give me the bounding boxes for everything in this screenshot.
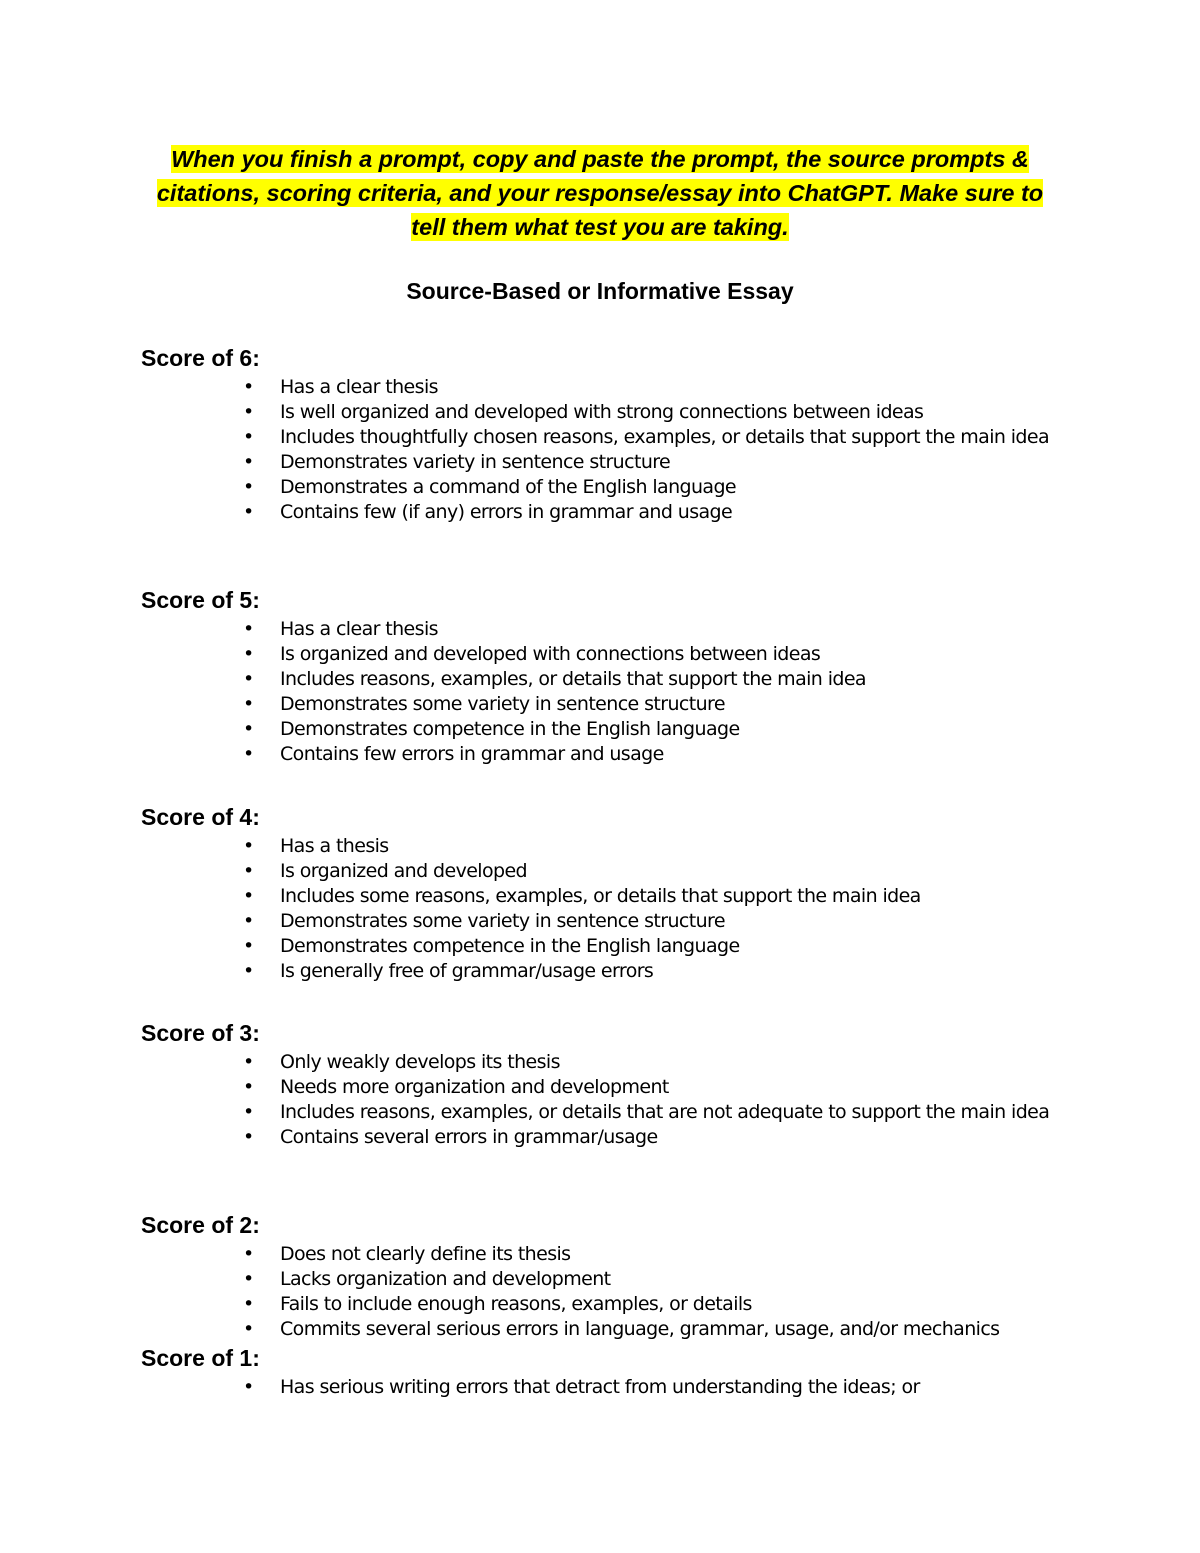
- list-item: • Only weakly develops its thesis: [243, 1050, 1081, 1075]
- bullet-icon: •: [243, 693, 254, 715]
- score-heading: Score of 3:: [141, 1020, 260, 1046]
- score-heading: Score of 6:: [141, 345, 260, 371]
- bullet-icon: •: [243, 1376, 254, 1398]
- list-item: • Commits several serious errors in language, grammar, usage, and/or mechanics: [243, 1317, 1081, 1342]
- list-item: • Is well organized and developed with strong connections between ideas: [243, 400, 1081, 425]
- list-item: • Is generally free of grammar/usage errors: [243, 959, 1081, 984]
- bullet-icon: •: [243, 643, 254, 665]
- score-section-6: [141, 343, 1081, 525]
- bullet-icon: •: [243, 1101, 254, 1123]
- bullet-icon: •: [243, 935, 254, 957]
- bullet-icon: •: [243, 618, 254, 640]
- criteria-list: [141, 1050, 1081, 1150]
- list-item: • Has a clear thesis: [243, 375, 1081, 400]
- score-section-3: [141, 1018, 1081, 1150]
- list-item: • Contains few errors in grammar and usage: [243, 742, 1081, 767]
- bullet-icon: •: [243, 743, 254, 765]
- bullet-icon: •: [243, 401, 254, 423]
- score-section-1: [141, 1343, 1081, 1400]
- criteria-list: [141, 375, 1081, 525]
- list-item: • Demonstrates competence in the English language: [243, 717, 1081, 742]
- bullet-icon: •: [243, 426, 254, 448]
- bullet-icon: •: [243, 910, 254, 932]
- score-section-4: [141, 802, 1081, 984]
- list-item: • Demonstrates variety in sentence structure: [243, 450, 1081, 475]
- highlighted-instruction-text: When you finish a prompt, copy and paste the prompt, the source prompts & citations, scoring criteria, and your response/essay into ChatGPT. Make sure to tell them what test you are taking.: [156, 146, 1044, 240]
- bullet-icon: •: [243, 1126, 254, 1148]
- list-item: • Does not clearly define its thesis: [243, 1242, 1081, 1267]
- list-item: • Has serious writing errors that detract from understanding the ideas; or: [243, 1375, 1081, 1400]
- bullet-icon: •: [243, 718, 254, 740]
- list-item: • Contains few (if any) errors in grammar and usage: [243, 500, 1081, 525]
- list-item: • Includes reasons, examples, or details that support the main idea: [243, 667, 1081, 692]
- list-item: • Contains several errors in grammar/usage: [243, 1125, 1081, 1150]
- bullet-icon: •: [243, 1076, 254, 1098]
- list-item: • Has a clear thesis: [243, 617, 1081, 642]
- bullet-icon: •: [243, 376, 254, 398]
- bullet-icon: •: [243, 1268, 254, 1290]
- list-item: • Demonstrates competence in the English language: [243, 934, 1081, 959]
- list-item: • Needs more organization and development: [243, 1075, 1081, 1100]
- criteria-list: [141, 617, 1081, 767]
- list-item: • Fails to include enough reasons, examples, or details: [243, 1292, 1081, 1317]
- bullet-icon: •: [243, 501, 254, 523]
- criteria-list: [141, 1375, 1081, 1400]
- list-item: • Is organized and developed: [243, 859, 1081, 884]
- list-item: • Includes reasons, examples, or details that are not adequate to support the main idea: [243, 1101, 1050, 1123]
- bullet-icon: •: [243, 860, 254, 882]
- score-heading: Score of 4:: [141, 804, 260, 830]
- bullet-icon: •: [243, 451, 254, 473]
- list-item: • Lacks organization and development: [243, 1267, 1081, 1292]
- score-section-5: [141, 585, 1081, 767]
- list-item: • Is organized and developed with connections between ideas: [243, 642, 1081, 667]
- score-section-2: [141, 1210, 1081, 1342]
- list-item: • Demonstrates some variety in sentence structure: [243, 909, 1081, 934]
- list-item: • Demonstrates a command of the English language: [243, 475, 1081, 500]
- bullet-icon: •: [243, 1051, 254, 1073]
- bullet-icon: •: [243, 835, 254, 857]
- bullet-icon: •: [243, 960, 254, 982]
- score-heading: Score of 2:: [141, 1212, 260, 1238]
- list-item: • Includes thoughtfully chosen reasons, examples, or details that support the main idea: [243, 426, 1050, 448]
- bullet-icon: •: [243, 1293, 254, 1315]
- list-item: • Demonstrates some variety in sentence structure: [243, 692, 1081, 717]
- bullet-icon: •: [243, 476, 254, 498]
- bullet-icon: •: [243, 668, 254, 690]
- score-heading: Score of 1:: [141, 1345, 260, 1371]
- bullet-icon: •: [243, 885, 254, 907]
- score-heading: Score of 5:: [141, 587, 260, 613]
- list-item: • Has a thesis: [243, 834, 1081, 859]
- instruction-notice: [140, 142, 1060, 244]
- criteria-list: [141, 834, 1081, 984]
- bullet-icon: •: [243, 1243, 254, 1265]
- list-item: • Includes some reasons, examples, or details that support the main idea: [243, 884, 1081, 909]
- bullet-icon: •: [243, 1318, 254, 1340]
- page-title: Source-Based or Informative Essay: [406, 278, 794, 304]
- criteria-list: [141, 1242, 1081, 1342]
